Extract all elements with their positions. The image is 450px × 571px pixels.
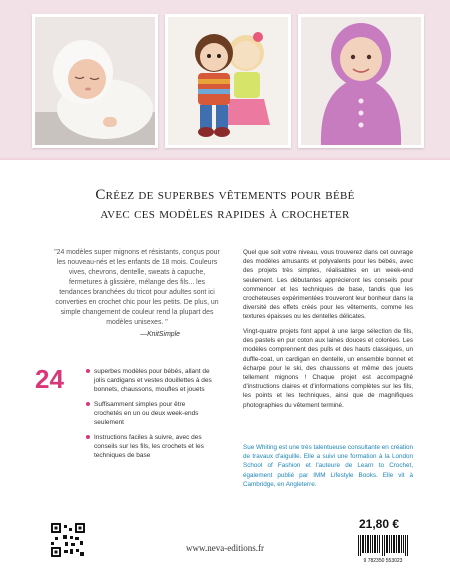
feature-bullet-2 <box>86 400 214 427</box>
right-paragraph-2: Vingt-quatre projets font appel à une large sélection de fils, des pastels en pur coton aux laines douces et colorées. Les modèles comprennent des pulls et des hauts classiques, un duffle-coat, un cardigan en dentelle, un ensemble bonnet et écharpe pour le ski, des chaussons et même des jouets tellement mignons ! Chaque projet est accompagné d'instructions claires et d'informations complètes sur les fils, les points et les techniques, ainsi que de magnifiques photographies du vêtement terminé. <box>243 328 413 409</box>
quote-text: "24 modèles super mignons et résistants, conçus pour les nouveau-nés et les enfants de 18 mois. Couleurs vives, chevrons, dentelle, sweats à capuche, fermetures à glissière, mélange des fils... les tendances branchées du tricot pour adultes sont ici converties en crochet chic pour les petits. De plus, un simple changement de couleur rend la plupart des modèles unisexes. " <box>54 249 220 326</box>
feature-bullet-3 <box>86 433 214 460</box>
feature-bullet-3-text: Instructions faciles à suivre, avec des conseils sur les fils, les crochets et les techniques de base <box>94 434 204 459</box>
bullet-dot-icon <box>86 435 90 439</box>
feature-bullet-1 <box>86 367 214 394</box>
barcode-digits: 9 782350 553023 <box>363 558 403 563</box>
author-bio: Sue Whiting est une très talentueuse consultante en création de travaux d'aiguille. Elle a suivi une formation à la London School of Fashion et l'auteure de Learn to Crochet, également publié par IMM Lifestyle Books. Elle vit à Cambridge, en Angleterre. <box>243 444 413 488</box>
website-link[interactable]: www.neva-editions.fr <box>186 543 264 553</box>
baby-pink-cardigan-image <box>301 17 421 145</box>
photo-baby-pink-cardigan <box>298 14 424 148</box>
band-divider <box>0 158 450 160</box>
photo-baby-white-sweater <box>32 14 158 148</box>
right-paragraph-1: Quel que soit votre niveau, vous trouverez dans cet ouvrage des modèles amusants et polyvalents pour les bébés, avec des projets très simples, réalisables en un week-end seulement. Les débutantes apprécieront les conseils pour commencer et les techniques de base, tandis que les crocheteuses expérimentées trouveront leur bonheur dans la diversité des effets créés pour les vêtements, comme les textures épaisses ou les dentelles délicates. <box>243 249 413 321</box>
crochet-dolls-image <box>168 17 288 145</box>
feature-number: 24 <box>35 364 64 394</box>
quote-block <box>54 248 220 340</box>
feature-bullet-2-text: Suffisamment simples pour être crochetés en un ou deux week-ends seulement <box>94 401 199 426</box>
price-label: 21,80 € <box>359 517 400 531</box>
feature-bullet-list <box>86 367 214 466</box>
quote-author: —KnitSimple <box>140 331 180 338</box>
headline-line-2: avec ces modèles rapides à crocheter <box>100 206 350 222</box>
bullet-dot-icon <box>86 369 90 373</box>
bullet-dot-icon <box>86 402 90 406</box>
feature-bullet-1-text: superbes modèles pour bébés, allant de jolis cardigans et vestes douillettes à des bonnets, chaussons, moufles et jouets <box>94 368 212 393</box>
headline-line-1: Créez de superbes vêtements pour bébé <box>95 187 355 203</box>
photo-crochet-dolls <box>165 14 291 148</box>
barcode-icon <box>354 535 412 563</box>
baby-white-sweater-image <box>35 17 155 145</box>
